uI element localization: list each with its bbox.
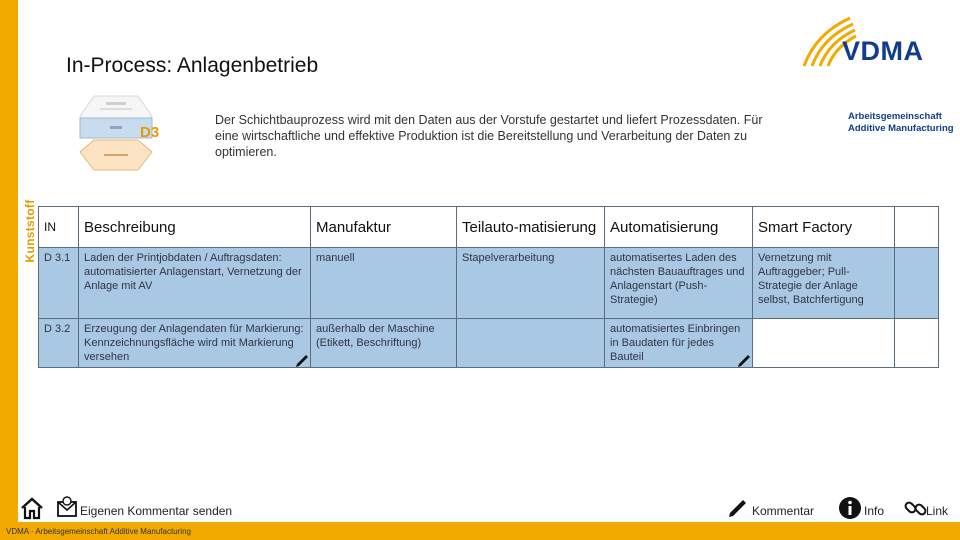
info-label: Info bbox=[864, 504, 885, 518]
association-name: Arbeitsgemeinschaft Additive Manufacturing bbox=[848, 111, 954, 134]
cell-text: automatisiertes Einbringen in Baudaten für jedes Bauteil bbox=[610, 323, 741, 363]
table-header-row bbox=[39, 207, 939, 248]
header-manufaktur: Manufaktur bbox=[311, 207, 457, 248]
info-icon bbox=[838, 496, 862, 520]
info-button[interactable] bbox=[838, 496, 892, 522]
link-icon bbox=[904, 496, 928, 520]
cell-manufaktur: manuell bbox=[311, 248, 457, 319]
header-in: IN bbox=[39, 207, 79, 248]
cell-automatisierung bbox=[605, 319, 753, 368]
cell-teilautomatisierung bbox=[457, 319, 605, 368]
header-beschreibung: Beschreibung bbox=[79, 207, 311, 248]
brand-name: VDMA bbox=[842, 36, 924, 66]
table-row bbox=[39, 319, 939, 368]
cell-beschreibung: Laden der Printjobdaten / Auftragsdaten: automatisierter Anlagenstart, Vernetzung der Anlage mit AV bbox=[79, 248, 311, 319]
mail-icon bbox=[56, 496, 78, 518]
cell-smart-factory: Vernetzung mit Auftraggeber; Pull-Strategie der Anlage selbst, Batchfertigung bbox=[753, 248, 895, 319]
cell-extra bbox=[895, 319, 939, 368]
pencil-icon[interactable] bbox=[736, 353, 752, 369]
header-empty bbox=[895, 207, 939, 248]
category-label: Kunststoff bbox=[23, 199, 37, 263]
comment-label: Kommentar bbox=[752, 504, 815, 518]
table-row bbox=[39, 248, 939, 319]
home-button[interactable] bbox=[20, 496, 46, 522]
link-button[interactable] bbox=[904, 496, 954, 522]
cell-extra bbox=[895, 248, 939, 319]
pencil-icon bbox=[726, 496, 750, 520]
cell-text: Erzeugung der Anlagendaten für Markierung: Kennzeichnungsfläche wird mit Markierung versehen bbox=[84, 323, 304, 363]
cell-teilautomatisierung: Stapelverarbeitung bbox=[457, 248, 605, 319]
comment-button[interactable] bbox=[726, 496, 822, 522]
cell-automatisierung: automatisertes Laden des nächsten Bauauftrages und Anlagenstart (Push-Strategie) bbox=[605, 248, 753, 319]
link-label: Link bbox=[926, 504, 949, 518]
cell-manufaktur: außerhalb der Maschine (Etikett, Beschriftung) bbox=[311, 319, 457, 368]
cell-smart-factory bbox=[753, 319, 895, 368]
cell-beschreibung bbox=[79, 319, 311, 368]
maturity-table bbox=[38, 206, 939, 368]
section-code: D3 bbox=[140, 124, 160, 141]
footer-bar-text: VDMA · Arbeitsgemeinschaft Additive Manufacturing bbox=[6, 527, 191, 536]
header-automatisierung: Automatisierung bbox=[605, 207, 753, 248]
intro-text: Der Schichtbauprozess wird mit den Daten aus der Vorstufe gestartet und liefert Prozessdaten. Für eine wirtschaftliche und effektive Produktion ist die Bereitstellung und Verarbeitung der Daten zu optimieren. bbox=[215, 113, 763, 159]
send-comment-button[interactable] bbox=[56, 496, 246, 522]
side-accent-strip bbox=[0, 0, 18, 522]
send-comment-label: Eigenen Kommentar senden bbox=[80, 504, 233, 518]
header-smart-factory: Smart Factory bbox=[753, 207, 895, 248]
pencil-icon[interactable] bbox=[294, 353, 310, 369]
cell-in: D 3.2 bbox=[39, 319, 79, 368]
cell-in: D 3.1 bbox=[39, 248, 79, 319]
header-teilautomatisierung: Teilauto-matisierung bbox=[457, 207, 605, 248]
home-icon bbox=[20, 496, 44, 520]
footer-bar bbox=[0, 522, 960, 540]
page-title: In-Process: Anlagenbetrieb bbox=[66, 54, 319, 77]
